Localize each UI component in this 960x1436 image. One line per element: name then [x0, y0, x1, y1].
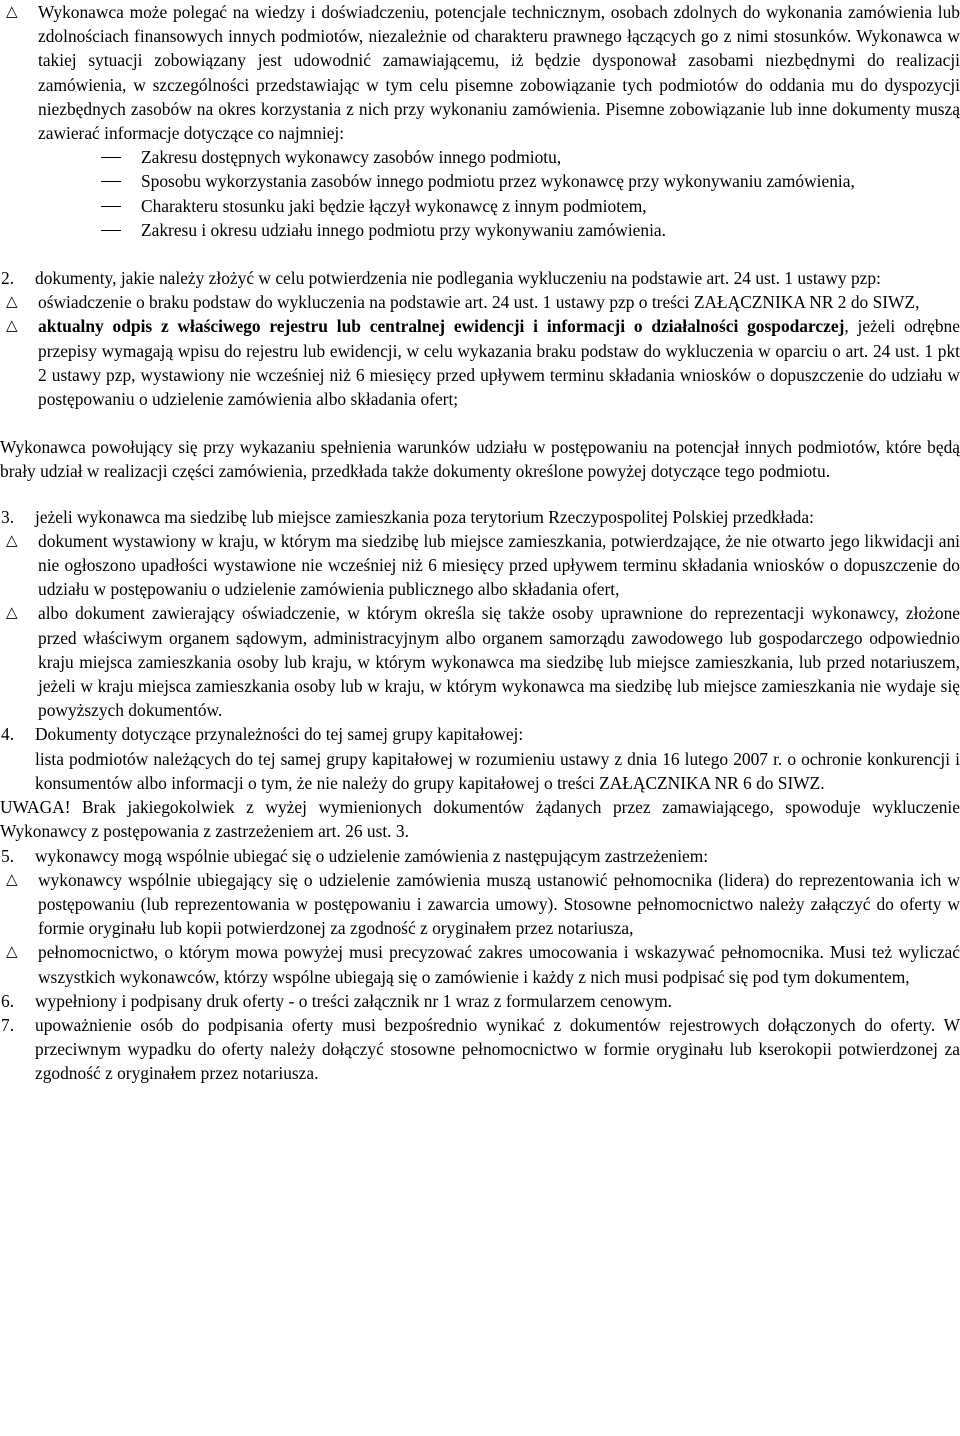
dash-icon: [101, 230, 121, 231]
paragraph-resources: Wykonawca powołujący się przy wykazaniu spełnienia warunków udziału w postępowaniu na potencjał innych podmiotów, które będą brały udział w realizacji części zamówienia, przedkłada także dokumenty określone powyżej dotyczące tego podmiotu.: [0, 437, 960, 482]
list-item-text: dokument wystawiony w kraju, w którym ma siedzibę lub miejsce zamieszkania, potwierdzające, że nie otwarto jego likwidacji ani nie ogłoszono upadłości wystawione nie wcześniej niż 6 miesięcy przed upływem terminu składania wniosków o dopuszczenie do udziału w postępowaniu o udzielenie zamówienia publicznego albo składania ofert,: [38, 530, 960, 600]
section-text: Dokumenty dotyczące przynależności do tej samej grupy kapitałowej:: [35, 724, 524, 745]
list-item-text: wykonawcy wspólnie ubiegający się o udzielenie zamówienia muszą ustanowić pełnomocnika (lidera) do reprezentowania ich w postępowaniu (lub reprezentowania w postępowaniu i zawarcia umowy). Stosowne pełnomocnictwo należy załączyć do oferty w formie oryginału lub kopii potwierdzonej za zgodność z oryginałem przez notariusza,: [38, 869, 960, 939]
dash-icon: [101, 181, 121, 182]
caret-up-icon: △: [6, 871, 18, 888]
section-text: upoważnienie osób do podpisania oferty musi bezpośrednio wynikać z dokumentów rejestrowych dołączonych do oferty. W przeciwnym wypadku do oferty należy dołączyć stosowne pełnomocnictwo w formie oryginału lub kserokopii potwierdzonej za zgodność z oryginałem przez notariusza.: [35, 1014, 960, 1084]
caret-up-icon: △: [6, 4, 18, 20]
dash-item-text: Sposobu wykorzystania zasobów innego podmiotu przez wykonawcę przy wykonywaniu zamówienia,: [141, 171, 855, 192]
section-text: jeżeli wykonawca ma siedzibę lub miejsce zamieszkania poza terytorium Rzeczypospolitej Polskiej przedkłada:: [35, 506, 814, 527]
dash-item: [0, 145, 960, 169]
section-number: 6.: [1, 990, 15, 1011]
dash-item: [0, 169, 960, 193]
section-text: wypełniony i podpisany druk oferty - o treści załącznik nr 1 wraz z formularzem cenowym.: [35, 990, 672, 1011]
dash-item-text: Charakteru stosunku jaki będzie łączył wykonawcę z innym podmiotem,: [141, 195, 647, 216]
section-number: 7.: [1, 1014, 15, 1035]
section-5: [0, 844, 960, 868]
section-number: 2.: [1, 268, 15, 289]
section-number: 5.: [1, 845, 15, 866]
list-item-text: oświadczenie o braku podstaw do wykluczenia na podstawie art. 24 ust. 1 ustawy pzp o treści ZAŁĄCZNIKA NR 2 do SIWZ,: [38, 292, 920, 313]
caret-up-icon: △: [6, 294, 18, 311]
section-4: [0, 722, 960, 795]
resources-text: Wykonawca może polegać na wiedzy i doświadczeniu, potencjale technicznym, osobach zdolnych do wykonania zamówienia lub zdolnościach finansowych innych podmiotów, niezależnie od charakteru prawnego łączących go z nimi stosunków. Wykonawca w takiej sytuacji zobowiązany jest udowodnić zamawiającemu, iż będzie dysponował zasobami niezbędnymi do realizacji zamówienia, w szczególności przedstawiając w tym celu pisemne zobowiązanie tych podmiotów do oddania mu do dyspozycji niezbędnych zasobów na okres korzystania z nich przy wykonaniu zamówienia. Pisemne zobowiązanie lub inne dokumenty muszą zawierać informacje dotyczące co najmniej:: [38, 2, 960, 144]
dash-item-text: Zakresu i okresu udziału innego podmiotu przy wykonywaniu zamówienia.: [141, 219, 666, 240]
section-6: [0, 989, 960, 1013]
dash-icon: [101, 157, 121, 158]
caret-up-icon: △: [6, 944, 18, 961]
list-item: [0, 601, 960, 722]
list-item-text: pełnomocnictwo, o którym mowa powyżej musi precyzować zakres umocowania i wskazywać pełnomocnika. Musi też wyliczać wszystkich wykonawców, którzy wspólne ubiegają się o zamówienie i każdy z nich musi podpisać się pod tym dokumentem,: [38, 942, 960, 987]
dash-item: [0, 194, 960, 218]
dash-item-text: Zakresu dostępnych wykonawcy zasobów innego podmiotu,: [141, 147, 562, 168]
caret-up-icon: △: [6, 318, 18, 335]
section-number: 4.: [1, 724, 15, 745]
section-text: wykonawcy mogą wspólnie ubiegać się o udzielenie zamówienia z następującym zastrzeżeniem:: [35, 845, 709, 866]
list-item: [0, 940, 960, 988]
list-item: [0, 529, 960, 602]
section-text: dokumenty, jakie należy złożyć w celu potwierdzenia nie podlegania wykluczeniu na podstawie art. 24 ust. 1 ustawy pzp:: [35, 268, 881, 289]
section-3: [0, 505, 960, 529]
dash-item: [0, 218, 960, 242]
list-item-bold-text: aktualny odpis z właściwego rejestru lub centralnej ewidencji i informacji o działalności gospodarczej: [38, 316, 845, 337]
section-number: 3.: [1, 506, 15, 527]
resources-bullet: [0, 0, 960, 145]
list-item-text: albo dokument zawierający oświadczenie, w którym określa się także osoby uprawnione do reprezentacji wykonawcy, złożone przed właściwym organem sądowym, administracyjnym albo organem samorządu zawodowego lub gospodarczego odpowiednio kraju miejsca zamieszkania osoby lub kraju, w którym wykonawca ma siedzibę lub miejsce zamieszkania, lub przed notariuszem, jeżeli w kraju miejsca zamieszkania osoby lub w kraju, w którym wykonawca ma siedzibę lub miejsce zamieszkania nie wydaje się powyższych dokumentów.: [38, 603, 960, 721]
list-item-text: , jeżeli odrębne przepisy wymagają wpisu do rejestru lub ewidencji, w celu wykazania braku podstaw do wykluczenia w oparciu o art. 24 ust. 1 pkt 2 ustawy pzp, wystawiony nie wcześniej niż 6 miesięcy przed upływem terminu składania wniosków o dopuszczenie do udziału w postępowaniu o udzielenie zamówienia albo składania ofert;: [38, 316, 960, 410]
caret-up-icon: △: [6, 605, 18, 622]
warning-text: UWAGA! Brak jakiegokolwiek z wyżej wymienionych dokumentów żądanych przez zamawiającego, spowoduje wykluczenie Wykonawcy z postępowania z zastrzeżeniem art. 26 ust. 3.: [0, 797, 960, 842]
section-7: [0, 1013, 960, 1086]
list-item: [0, 868, 960, 941]
dash-icon: [101, 206, 121, 207]
list-item: [0, 314, 960, 411]
caret-up-icon: △: [6, 532, 18, 549]
section-2: [0, 266, 960, 290]
section-detail: lista podmiotów należących do tej samej grupy kapitałowej w rozumieniu ustawy z dnia 16 lutego 2007 r. o ochronie konkurencji i konsumentów albo informacji o tym, że nie należy do grupy kapitałowej o treści ZAŁĄCZNIKA NR 6 do SIWZ.: [35, 748, 960, 793]
list-item: [0, 290, 960, 314]
